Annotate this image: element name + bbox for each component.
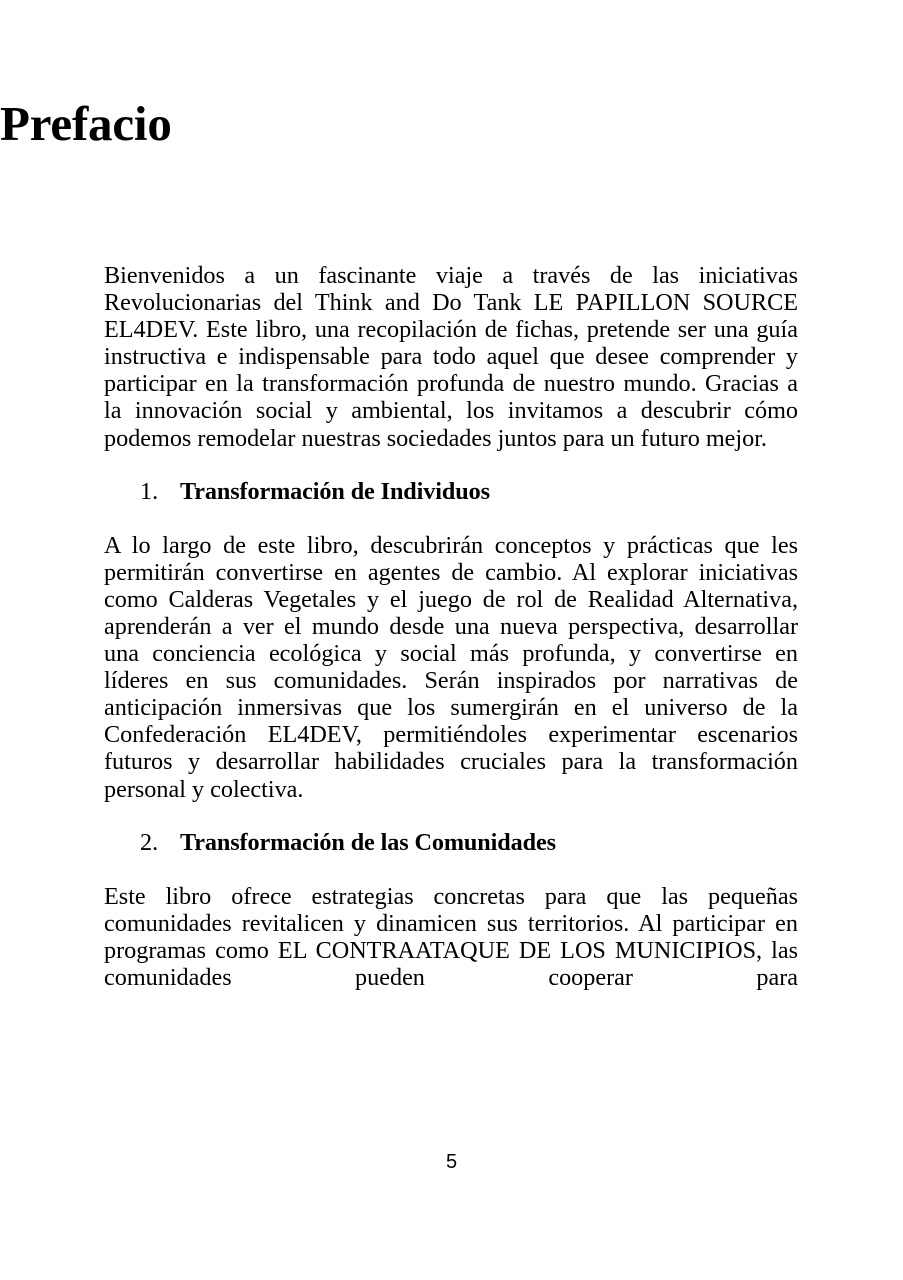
page-number: 5 xyxy=(445,1151,458,1173)
paragraph-transformacion-comunidades: Este libro ofrece estrategias concretas para que las pequeñas comunidades revitalicen y dinamicen sus territorios. Al participar en programas como EL CONTRAATAQUE DE LOS MUNICIPIOS, las comunidades pueden cooperar para xyxy=(104,882,798,991)
heading-text-2: Transformación de las Comunidades xyxy=(180,828,556,856)
spacer xyxy=(104,452,798,477)
spacer xyxy=(104,507,798,532)
page-title: Prefacio xyxy=(0,96,172,151)
spacer xyxy=(104,858,798,883)
body-text-block xyxy=(104,262,798,1018)
numbered-heading-1 xyxy=(104,477,798,507)
heading-number-2: 2. xyxy=(140,828,159,856)
heading-text-1: Transformación de Individuos xyxy=(180,477,490,505)
heading-number-1: 1. xyxy=(140,477,159,505)
heading-list-2 xyxy=(104,828,798,858)
heading-list-1 xyxy=(104,477,798,507)
paragraph-transformacion-individuos: A lo largo de este libro, descubrirán conceptos y prácticas que les permitirán convertirse en agentes de cambio. Al explorar iniciativas como Calderas Vegetales y el juego de rol de Realidad Alternativa, aprenderán a ver el mundo desde una nueva perspectiva, desarrollar una conciencia ecológica y social más profunda, y convertirse en líderes en sus comunidades. Serán inspirados por narrativas de anticipación inmersivas que los sumergirán en el universo de la Confederación EL4DEV, permitiéndoles experimentar escenarios futuros y desarrollar habilidades cruciales para la transformación personal y colectiva. xyxy=(104,531,798,803)
numbered-heading-2 xyxy=(104,828,798,858)
paragraph-intro: Bienvenidos a un fascinante viaje a través de las iniciativas Revolucionarias del Think and Do Tank LE PAPILLON SOURCE EL4DEV. Este libro, una recopilación de fichas, pretende ser una guía instructiva e indispensable para todo aquel que desee comprender y participar en la transformación profunda de nuestro mundo. Gracias a la innovación social y ambiental, los invitamos a descubrir cómo podemos remodelar nuestras sociedades juntos para un futuro mejor. xyxy=(104,262,798,452)
spacer xyxy=(104,803,798,828)
